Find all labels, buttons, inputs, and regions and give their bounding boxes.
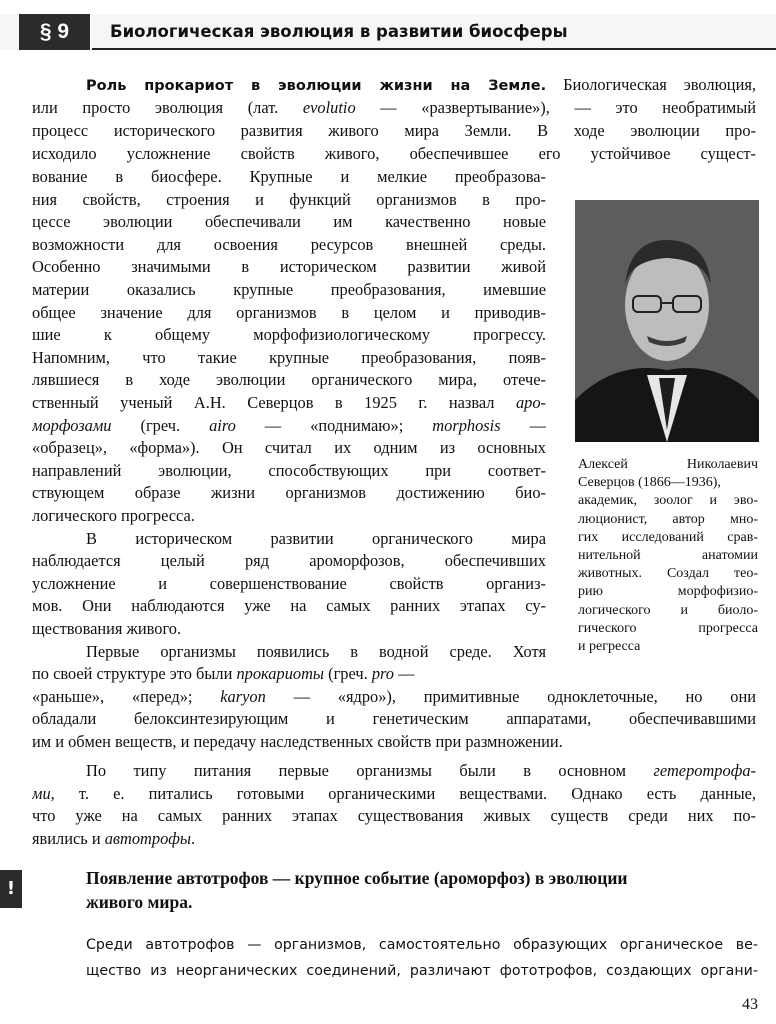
paragraph-line <box>32 783 756 806</box>
caption-line: рию морфофизио- <box>578 584 758 600</box>
run: возможности для освоения ресурсов внешней среды. <box>32 234 546 254</box>
run: по своей структуре это были <box>32 664 237 684</box>
run-heading: Роль прокариот в эволюции жизни на Земле. <box>86 78 547 94</box>
paragraph-line <box>32 324 546 347</box>
run-italic: evolutio <box>302 98 356 117</box>
caption-line: животных. Создал тео- <box>578 566 758 582</box>
run: лявшиеся в ходе эволюции органического мира, отече- <box>32 370 546 390</box>
paragraph-line <box>32 528 546 551</box>
paragraph-line <box>32 731 756 754</box>
paragraph-line <box>32 460 546 483</box>
paragraph-line <box>32 686 756 709</box>
run: ществования живого. <box>32 619 182 638</box>
subheading-line: Появление автотрофов — крупное событие (ароморфоз) в эволюции <box>86 868 628 888</box>
run: логического прогресса. <box>32 506 195 525</box>
portrait-illustration <box>575 200 759 442</box>
paragraph-line <box>32 505 546 528</box>
run: шие к общему морфофизиологическому прогрессу. <box>32 325 546 345</box>
caption-line: гих исследований срав- <box>578 529 758 545</box>
run: — «ядро»), примитивные одноклеточные, но они <box>265 686 756 706</box>
paragraph-line <box>32 641 546 664</box>
paragraph-line <box>32 618 546 641</box>
run: «образец», «форма»). Он считал их одним из основных <box>32 438 546 458</box>
paragraph-line <box>32 595 546 618</box>
paragraph-line <box>32 347 546 370</box>
paragraph-line <box>32 437 546 460</box>
paragraph-line <box>32 392 546 415</box>
run: , т. е. питались готовыми органическими веществами. Однако есть данные, <box>50 783 756 803</box>
run-italic: гетеротрофа- <box>653 761 756 780</box>
exclamation-icon: ! <box>0 870 22 908</box>
run-italic: прокариоты <box>236 664 325 684</box>
caption-line: люционист, автор мно- <box>578 511 758 527</box>
run: им и обмен веществ, и передачу наследственных свойств при размножении. <box>32 732 563 751</box>
run-italic: airo <box>209 415 236 435</box>
run: направлений эволюции, способствующих при соответ- <box>32 460 546 480</box>
paragraph-line <box>32 760 756 783</box>
paragraph-line <box>32 805 756 828</box>
paragraph-line <box>32 708 756 731</box>
paragraph-line <box>32 97 756 120</box>
caption-line: логического и биоло- <box>578 602 758 618</box>
paragraph-line <box>32 302 546 325</box>
run: — <box>393 664 415 684</box>
portrait-photo <box>575 200 759 442</box>
run: «раньше», «перед»; <box>32 686 221 706</box>
caption-line: Северцов (1866—1936), <box>578 475 721 491</box>
run: (греч. <box>111 415 210 435</box>
paragraph-line <box>32 211 546 234</box>
header-rule <box>92 48 776 50</box>
run: ственный ученый А.Н. Северцов в 1925 г. назвал <box>32 393 516 412</box>
section-number-tag: § 9 <box>19 14 90 50</box>
run-italic: pro <box>371 664 394 684</box>
run: исходило усложнение свойств живого, обеспечившее его устойчивое сущест- <box>32 144 756 163</box>
run: По типу питания первые организмы были в основном <box>86 761 654 780</box>
run-italic: аро- <box>515 393 546 412</box>
section-header <box>0 14 776 50</box>
run: обладали белоксинтезирующим и генетическим аппаратами, обеспечивавшими <box>32 709 756 729</box>
run: цессе эволюции обеспечивали им качественно новые <box>32 212 546 232</box>
paragraph-line <box>32 256 546 279</box>
run: — <box>500 415 546 435</box>
run: В историческом развитии органического мира <box>86 528 546 548</box>
run-italic: karyon <box>220 686 266 706</box>
run: Биологическая эволюция, <box>546 75 756 94</box>
paragraph-line <box>32 415 546 438</box>
run: мов. Они наблюдаются уже на самых ранних этапах су- <box>32 596 546 616</box>
run: — «поднимаю»; <box>235 415 433 435</box>
run: Первые организмы появились в водной среде. Хотя <box>86 641 546 661</box>
paragraph-line <box>32 189 546 212</box>
run: (греч. <box>324 664 372 684</box>
paragraph-line <box>32 550 546 573</box>
caption-line: Алексей Николаевич <box>578 457 758 472</box>
paragraph-line: щество из неорганических соединений, различают фототрофов, создающих органи- <box>86 963 758 979</box>
run: или просто эволюция (лат. <box>32 98 303 117</box>
caption-line: нительной анатомии <box>578 548 758 563</box>
run-italic: ми <box>32 783 51 803</box>
paragraph-line <box>32 663 756 686</box>
run: наблюдается целый ряд ароморфозов, обеспечивших <box>32 551 546 571</box>
run: процесс исторического развития живого мира Земли. В ходе эволюции про- <box>32 121 756 140</box>
run: вование в биосфере. Крупные и мелкие преобразова- <box>32 167 546 186</box>
paragraph-line <box>32 573 546 596</box>
paragraph-line <box>32 143 756 166</box>
page-number: 43 <box>742 996 758 1013</box>
run: . <box>191 828 196 848</box>
paragraph-line <box>32 482 546 505</box>
run: Напомним, что такие крупные преобразования, появ- <box>32 347 546 367</box>
run-italic: автотрофы <box>104 828 192 848</box>
paragraph-line <box>32 234 546 257</box>
section-title: Биологическая эволюция в развитии биосферы <box>110 22 568 41</box>
run: усложнение и совершенствование свойств организ- <box>32 573 546 593</box>
paragraph-line <box>32 166 546 189</box>
paragraph-line <box>32 369 546 392</box>
caption-line: и регресса <box>578 639 641 654</box>
paragraph-line <box>32 120 756 143</box>
paragraph-line <box>32 828 756 851</box>
paragraph-line <box>32 279 546 302</box>
run: Особенно значимыми в историческом развитии живой <box>32 257 546 277</box>
run: явились и <box>32 828 105 848</box>
run: — «развертывание»), — это необратимый <box>355 98 756 117</box>
run: материи оказались крупные преобразования, имевшие <box>32 280 546 299</box>
subheading-line: живого мира. <box>86 892 193 912</box>
run: ствующем образе жизни организмов достижению био- <box>32 483 546 503</box>
caption-line: гического прогресса <box>578 620 758 636</box>
paragraph-line: Среди автотрофов — организмов, самостоятельно образующих органическое ве- <box>86 937 758 953</box>
paragraph-line <box>32 74 756 98</box>
run-italic: морфозами <box>32 415 112 435</box>
run: ния свойств, строения и функций организмов в про- <box>32 189 546 209</box>
caption-line: академик, зоолог и эво- <box>578 493 758 509</box>
run: общее значение для организмов в целом и приводив- <box>32 302 546 322</box>
run: что уже на самых ранних этапах существования живых существ среди них по- <box>32 806 756 826</box>
run-italic: morphosis <box>432 415 501 435</box>
